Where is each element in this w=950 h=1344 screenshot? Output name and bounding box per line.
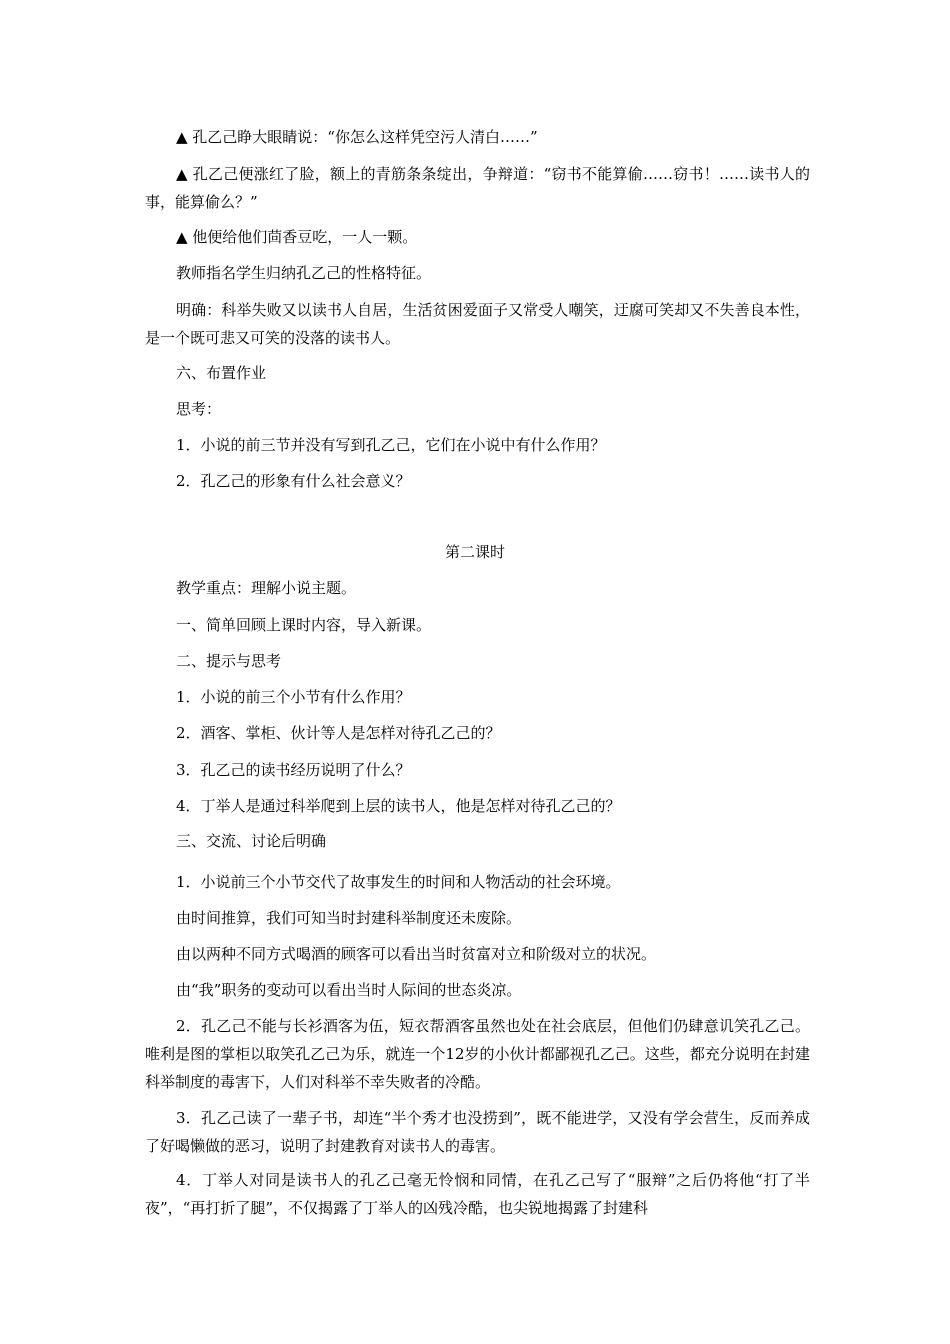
think-label: 思考： (176, 400, 222, 418)
section-title: 第二课时 (444, 543, 505, 561)
homework-question-2: 2．孔乙己的形象有什么社会意义？ (176, 472, 411, 490)
step-1-heading: 一、简单回顾上课时内容，导入新课。 (176, 616, 432, 634)
homework-heading: 六、布置作业 (176, 364, 267, 382)
step-3-heading: 三、交流、讨论后明确 (176, 832, 327, 850)
prompt-question-2: 2．酒客、掌柜、伙计等人是怎样对待孔乙己的？ (176, 724, 501, 742)
answer-1-detail-a: 由时间推算，我们可知当时封建科举制度还未废除。 (176, 909, 522, 927)
teaching-focus: 教学重点：理解小说主题。 (176, 579, 357, 597)
answer-1-detail-c: 由“我”职务的变动可以看出当时人际间的世态炎凉。 (176, 981, 522, 999)
answer-1: 1．小说前三个小节交代了故事发生的时间和人物活动的社会环境。 (176, 873, 621, 891)
teacher-prompt: 教师指名学生归纳孔乙己的性格特征。 (176, 264, 432, 282)
prompt-question-4: 4．丁举人是通过科举爬到上层的读书人，他是怎样对待孔乙己的？ (176, 797, 621, 815)
step-2-heading: 二、提示与思考 (176, 652, 282, 670)
answer-4: 4．丁举人对同是读书人的孔乙己毫无怜悯和同情，在孔乙己写了“服辩”之后仍将他“打了半夜”，“再打折了腿”，不仅揭露了丁举人的凶残冷酷，也尖锐地揭露了封建科 (145, 1171, 810, 1217)
prompt-question-1: 1．小说的前三个小节有什么作用？ (176, 688, 411, 706)
answer-1-detail-b: 由以两种不同方式喝酒的顾客可以看出当时贫富对立和阶级对立的状况。 (176, 945, 657, 963)
bullet-quote-1: ▲ 孔乙己睁大眼睛说：“你怎么这样凭空污人清白……” (176, 128, 538, 146)
answer-2: 2．孔乙己不能与长衫酒客为伍，短衣帮酒客虽然也处在社会底层，但他们仍肆意讥笑孔乙己。唯利是图的掌柜以取笑孔乙己为乐，就连一个12岁的小伙计都鄙视孔乙己。这些，都充分说明在封建科举制度的毒害下，人们对科举不幸失败者的冷酷。 (145, 1017, 810, 1091)
answer-3: 3．孔乙己读了一辈子书，却连“半个秀才也没捞到”，既不能进学，又没有学会营生，反而养成了好喝懒做的恶习，说明了封建教育对读书人的毒害。 (145, 1109, 810, 1155)
clarify-paragraph: 明确：科举失败又以读书人自居，生活贫困爱面子又常受人嘲笑，迂腐可笑却又不失善良本性，是一个既可悲又可笑的没落的读书人。 (145, 301, 810, 347)
homework-question-1: 1．小说的前三节并没有写到孔乙己，它们在小说中有什么作用？ (176, 436, 606, 454)
bullet-quote-3: ▲ 他便给他们茴香豆吃，一人一颗。 (176, 228, 418, 246)
bullet-quote-2: ▲ 孔乙己便涨红了脸，额上的青筋条条绽出，争辩道：“窃书不能算偷……窃书！……读书人的事，能算偷么？” (145, 165, 810, 211)
prompt-question-3: 3．孔乙己的读书经历说明了什么？ (176, 761, 411, 779)
